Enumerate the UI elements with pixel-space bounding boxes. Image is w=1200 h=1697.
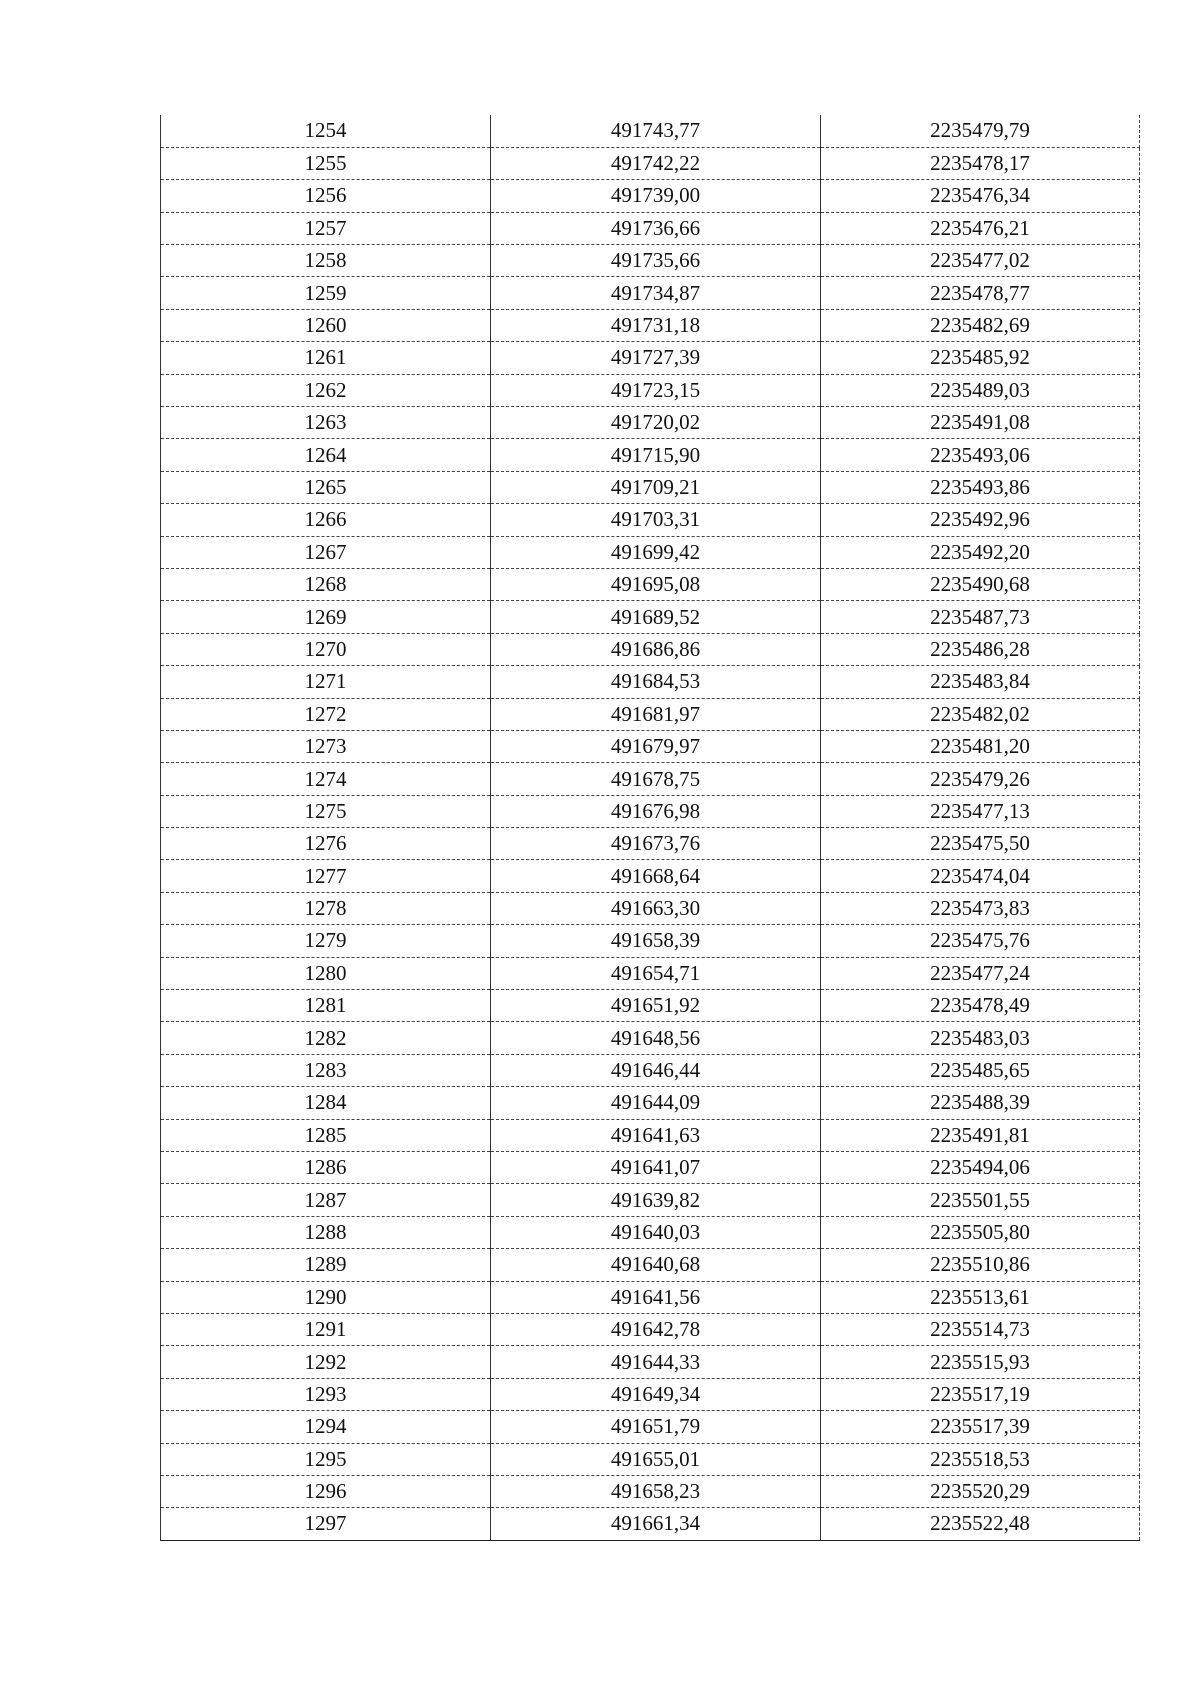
y-coordinate-cell: 2235487,73 [821,601,1140,633]
y-coordinate-cell: 2235492,20 [821,536,1140,568]
point-number-cell: 1281 [161,990,491,1022]
point-number-cell: 1262 [161,374,491,406]
x-coordinate-cell: 491644,09 [491,1087,821,1119]
x-coordinate-cell: 491651,92 [491,990,821,1022]
y-coordinate-cell: 2235482,69 [821,309,1140,341]
table-row [161,601,1140,633]
coordinates-table [160,115,1140,1541]
y-coordinate-cell: 2235479,26 [821,763,1140,795]
point-number-cell: 1282 [161,1022,491,1054]
x-coordinate-cell: 491649,34 [491,1378,821,1410]
table-row [161,633,1140,665]
table-row [161,828,1140,860]
point-number-cell: 1297 [161,1508,491,1540]
table-row [161,730,1140,762]
point-number-cell: 1268 [161,568,491,600]
y-coordinate-cell: 2235520,29 [821,1475,1140,1507]
table-row [161,1443,1140,1475]
x-coordinate-cell: 491668,64 [491,860,821,892]
point-number-cell: 1272 [161,698,491,730]
point-number-cell: 1289 [161,1249,491,1281]
y-coordinate-cell: 2235489,03 [821,374,1140,406]
y-coordinate-cell: 2235485,65 [821,1054,1140,1086]
x-coordinate-cell: 491646,44 [491,1054,821,1086]
table-row [161,245,1140,277]
table-row [161,471,1140,503]
table-row [161,795,1140,827]
table-row [161,1152,1140,1184]
y-coordinate-cell: 2235510,86 [821,1249,1140,1281]
point-number-cell: 1294 [161,1411,491,1443]
x-coordinate-cell: 491658,23 [491,1475,821,1507]
table-row [161,990,1140,1022]
table-row [161,1022,1140,1054]
point-number-cell: 1286 [161,1152,491,1184]
table-row [161,536,1140,568]
point-number-cell: 1271 [161,666,491,698]
y-coordinate-cell: 2235514,73 [821,1313,1140,1345]
point-number-cell: 1264 [161,439,491,471]
point-number-cell: 1290 [161,1281,491,1313]
table-row [161,212,1140,244]
x-coordinate-cell: 491642,78 [491,1313,821,1345]
table-row [161,374,1140,406]
point-number-cell: 1277 [161,860,491,892]
y-coordinate-cell: 2235505,80 [821,1216,1140,1248]
point-number-cell: 1257 [161,212,491,244]
point-number-cell: 1283 [161,1054,491,1086]
x-coordinate-cell: 491651,79 [491,1411,821,1443]
x-coordinate-cell: 491679,97 [491,730,821,762]
point-number-cell: 1280 [161,957,491,989]
table-row [161,147,1140,179]
y-coordinate-cell: 2235481,20 [821,730,1140,762]
x-coordinate-cell: 491742,22 [491,147,821,179]
point-number-cell: 1273 [161,730,491,762]
table-row [161,666,1140,698]
y-coordinate-cell: 2235473,83 [821,892,1140,924]
x-coordinate-cell: 491654,71 [491,957,821,989]
table-row [161,1184,1140,1216]
y-coordinate-cell: 2235490,68 [821,568,1140,600]
x-coordinate-cell: 491640,68 [491,1249,821,1281]
x-coordinate-cell: 491739,00 [491,180,821,212]
x-coordinate-cell: 491736,66 [491,212,821,244]
point-number-cell: 1269 [161,601,491,633]
x-coordinate-cell: 491723,15 [491,374,821,406]
table-row [161,763,1140,795]
x-coordinate-cell: 491699,42 [491,536,821,568]
y-coordinate-cell: 2235485,92 [821,342,1140,374]
y-coordinate-cell: 2235491,81 [821,1119,1140,1151]
coordinates-table-body [161,115,1140,1540]
y-coordinate-cell: 2235494,06 [821,1152,1140,1184]
table-row [161,892,1140,924]
table-row [161,1378,1140,1410]
point-number-cell: 1256 [161,180,491,212]
x-coordinate-cell: 491644,33 [491,1346,821,1378]
y-coordinate-cell: 2235493,06 [821,439,1140,471]
table-row [161,1249,1140,1281]
point-number-cell: 1260 [161,309,491,341]
point-number-cell: 1295 [161,1443,491,1475]
y-coordinate-cell: 2235517,19 [821,1378,1140,1410]
point-number-cell: 1267 [161,536,491,568]
point-number-cell: 1287 [161,1184,491,1216]
y-coordinate-cell: 2235483,03 [821,1022,1140,1054]
point-number-cell: 1274 [161,763,491,795]
point-number-cell: 1261 [161,342,491,374]
table-row [161,1475,1140,1507]
point-number-cell: 1263 [161,407,491,439]
x-coordinate-cell: 491663,30 [491,892,821,924]
y-coordinate-cell: 2235474,04 [821,860,1140,892]
y-coordinate-cell: 2235515,93 [821,1346,1140,1378]
x-coordinate-cell: 491673,76 [491,828,821,860]
table-row [161,439,1140,471]
y-coordinate-cell: 2235482,02 [821,698,1140,730]
table-row [161,180,1140,212]
point-number-cell: 1296 [161,1475,491,1507]
x-coordinate-cell: 491676,98 [491,795,821,827]
y-coordinate-cell: 2235486,28 [821,633,1140,665]
x-coordinate-cell: 491735,66 [491,245,821,277]
table-row [161,277,1140,309]
x-coordinate-cell: 491734,87 [491,277,821,309]
point-number-cell: 1278 [161,892,491,924]
table-row [161,568,1140,600]
table-row [161,1281,1140,1313]
y-coordinate-cell: 2235476,21 [821,212,1140,244]
table-row [161,1216,1140,1248]
y-coordinate-cell: 2235483,84 [821,666,1140,698]
x-coordinate-cell: 491695,08 [491,568,821,600]
x-coordinate-cell: 491655,01 [491,1443,821,1475]
table-row [161,1119,1140,1151]
table-row [161,860,1140,892]
table-row [161,1411,1140,1443]
y-coordinate-cell: 2235475,50 [821,828,1140,860]
y-coordinate-cell: 2235491,08 [821,407,1140,439]
table-row [161,1313,1140,1345]
point-number-cell: 1270 [161,633,491,665]
y-coordinate-cell: 2235513,61 [821,1281,1140,1313]
y-coordinate-cell: 2235479,79 [821,115,1140,147]
x-coordinate-cell: 491743,77 [491,115,821,147]
point-number-cell: 1284 [161,1087,491,1119]
table-row [161,1087,1140,1119]
x-coordinate-cell: 491686,86 [491,633,821,665]
x-coordinate-cell: 491641,56 [491,1281,821,1313]
y-coordinate-cell: 2235478,49 [821,990,1140,1022]
point-number-cell: 1291 [161,1313,491,1345]
table-row [161,407,1140,439]
point-number-cell: 1258 [161,245,491,277]
point-number-cell: 1255 [161,147,491,179]
x-coordinate-cell: 491689,52 [491,601,821,633]
y-coordinate-cell: 2235517,39 [821,1411,1140,1443]
y-coordinate-cell: 2235478,77 [821,277,1140,309]
x-coordinate-cell: 491661,34 [491,1508,821,1540]
table-row [161,925,1140,957]
y-coordinate-cell: 2235488,39 [821,1087,1140,1119]
y-coordinate-cell: 2235492,96 [821,504,1140,536]
point-number-cell: 1279 [161,925,491,957]
table-row [161,309,1140,341]
y-coordinate-cell: 2235477,02 [821,245,1140,277]
x-coordinate-cell: 491727,39 [491,342,821,374]
point-number-cell: 1259 [161,277,491,309]
y-coordinate-cell: 2235522,48 [821,1508,1140,1540]
y-coordinate-cell: 2235475,76 [821,925,1140,957]
x-coordinate-cell: 491720,02 [491,407,821,439]
point-number-cell: 1266 [161,504,491,536]
point-number-cell: 1285 [161,1119,491,1151]
x-coordinate-cell: 491641,07 [491,1152,821,1184]
x-coordinate-cell: 491678,75 [491,763,821,795]
x-coordinate-cell: 491640,03 [491,1216,821,1248]
point-number-cell: 1254 [161,115,491,147]
point-number-cell: 1276 [161,828,491,860]
x-coordinate-cell: 491703,31 [491,504,821,536]
table-row [161,504,1140,536]
table-row [161,1054,1140,1086]
x-coordinate-cell: 491731,18 [491,309,821,341]
point-number-cell: 1265 [161,471,491,503]
point-number-cell: 1275 [161,795,491,827]
y-coordinate-cell: 2235518,53 [821,1443,1140,1475]
y-coordinate-cell: 2235493,86 [821,471,1140,503]
y-coordinate-cell: 2235478,17 [821,147,1140,179]
point-number-cell: 1292 [161,1346,491,1378]
x-coordinate-cell: 491641,63 [491,1119,821,1151]
y-coordinate-cell: 2235476,34 [821,180,1140,212]
x-coordinate-cell: 491648,56 [491,1022,821,1054]
x-coordinate-cell: 491658,39 [491,925,821,957]
table-row [161,342,1140,374]
x-coordinate-cell: 491715,90 [491,439,821,471]
table-row [161,957,1140,989]
point-number-cell: 1293 [161,1378,491,1410]
x-coordinate-cell: 491709,21 [491,471,821,503]
point-number-cell: 1288 [161,1216,491,1248]
y-coordinate-cell: 2235477,13 [821,795,1140,827]
table-row [161,1346,1140,1378]
table-row [161,1508,1140,1540]
x-coordinate-cell: 491684,53 [491,666,821,698]
table-row [161,698,1140,730]
x-coordinate-cell: 491681,97 [491,698,821,730]
table-row [161,115,1140,147]
y-coordinate-cell: 2235477,24 [821,957,1140,989]
x-coordinate-cell: 491639,82 [491,1184,821,1216]
y-coordinate-cell: 2235501,55 [821,1184,1140,1216]
